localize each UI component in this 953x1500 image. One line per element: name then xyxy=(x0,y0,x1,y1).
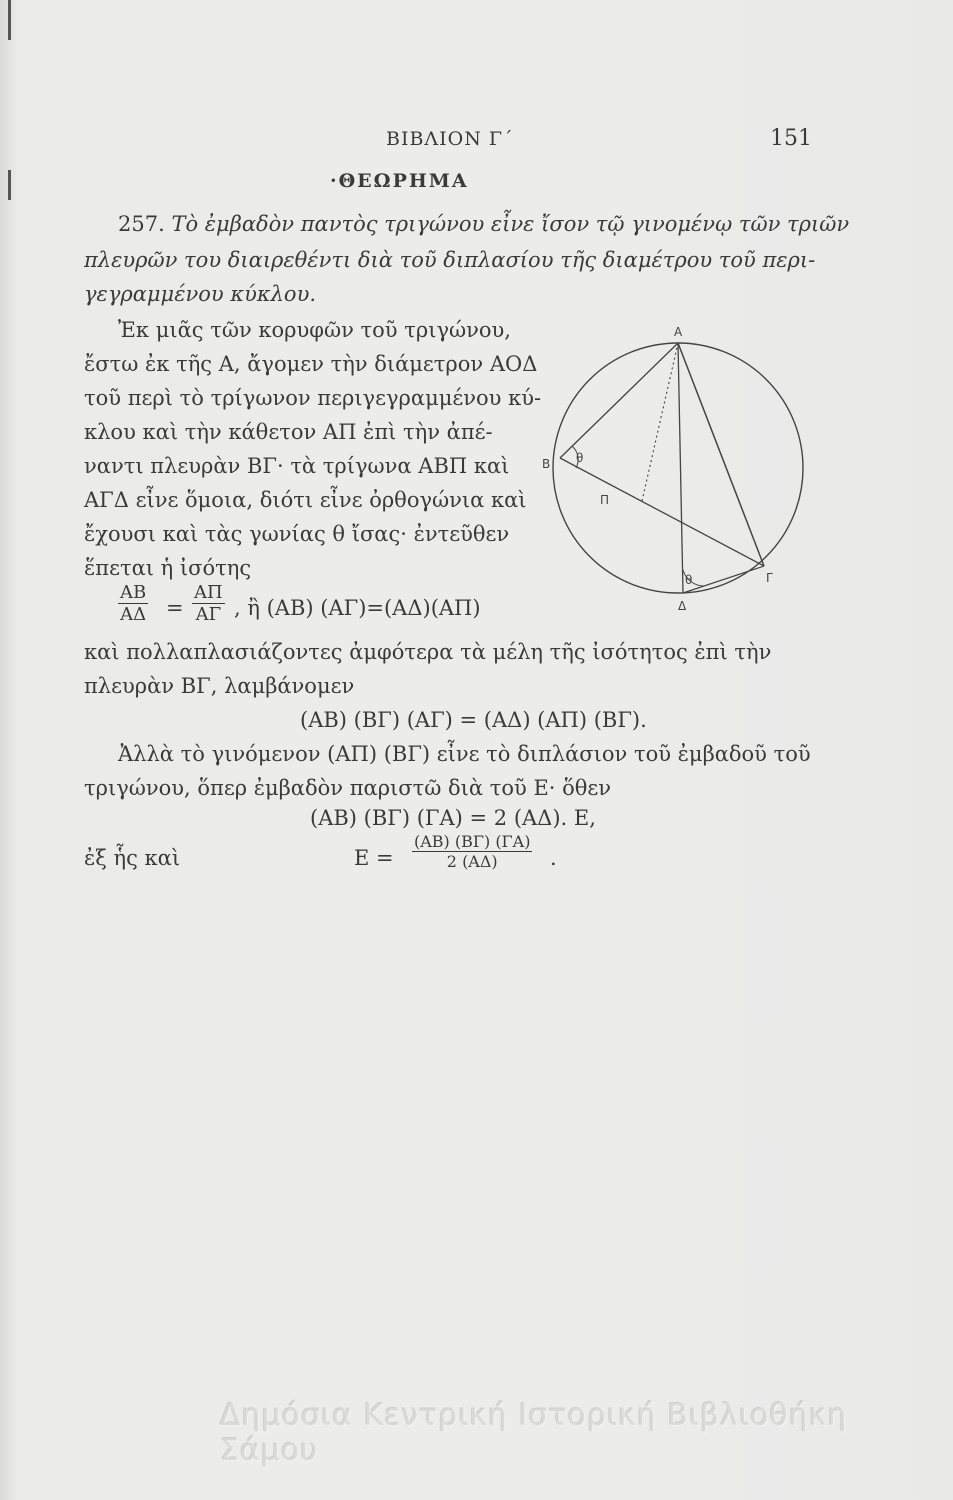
fraction-numerator: (ΑΒ) (ΒΓ) (ΓΑ) xyxy=(414,832,531,851)
proof-line: ναντι πλευρὰν ΒΓ· τὰ τρίγωνα ΑΒΠ καὶ xyxy=(84,454,510,478)
equals-sign: = xyxy=(166,596,184,620)
equation-2: (ΑΒ) (ΒΓ) (ΑΓ) = (ΑΔ) (ΑΠ) (ΒΓ). xyxy=(300,708,647,732)
running-header-title: ΒΙΒΛΙΟΝ Γ΄ xyxy=(386,128,514,150)
equation-4-end: . xyxy=(550,846,557,870)
vertex-label-d: Δ xyxy=(678,599,687,613)
vertex-label-g: Γ xyxy=(766,571,773,585)
equation-3: (ΑΒ) (ΒΓ) (ΓΑ) = 2 (ΑΔ). Ε, xyxy=(310,806,596,830)
inscribed-triangle-figure xyxy=(538,318,808,618)
fraction-ab-over-ad xyxy=(118,582,148,625)
side-bg xyxy=(560,458,764,566)
text-line: Ἀλλὰ τὸ γινόμενον (ΑΠ) (ΒΓ) εἶνε τὸ διπλάσιον τοῦ ἐμβαδοῦ τοῦ xyxy=(118,742,811,766)
fraction-area-formula xyxy=(412,832,532,871)
fraction-denominator: 2 (ΑΔ) xyxy=(412,851,532,871)
page-edge-mark xyxy=(8,0,11,40)
fraction-numerator: ΑΠ xyxy=(194,582,223,603)
vertex-label-b: Β xyxy=(542,457,551,471)
proof-line: κλου καὶ τὴν κάθετον ΑΠ ἐπὶ τὴν ἀπέ- xyxy=(84,420,493,444)
fraction-denominator: ΑΓ xyxy=(192,603,225,625)
text-line: καὶ πολλαπλασιάζοντες ἀμφότερα τὰ μέλη τῆς ἰσότητος ἐπὶ τὴν xyxy=(84,640,772,664)
theorem-heading-text: ΘΕΩΡΗΜΑ xyxy=(338,170,469,192)
segment-dg xyxy=(683,566,764,593)
proof-line: τοῦ περὶ τὸ τρίγωνον περιγεγραμμένου κύ- xyxy=(84,386,542,410)
fraction-ap-over-ag xyxy=(192,582,225,625)
equation-4-lhs: Ε = xyxy=(354,846,394,870)
proof-line: ἔχουσι καὶ τὰς γωνίας θ ἴσας· ἐντεῦθεν xyxy=(84,522,510,546)
circumscribed-circle xyxy=(553,343,803,593)
statement-text: Τὸ ἐμβαδὸν παντὸς τριγώνου εἶνε ἴσον τῷ γινομένῳ τῶν τριῶν xyxy=(171,212,850,236)
side-ag xyxy=(678,343,764,566)
proof-line: Ἐκ μιᾶς τῶν κορυφῶν τοῦ τριγώνου, xyxy=(118,318,511,342)
altitude-ap xyxy=(642,343,678,501)
fraction-numerator: ΑΒ xyxy=(120,582,147,603)
side-ab xyxy=(560,343,678,458)
theorem-bullet: · xyxy=(330,170,339,192)
library-watermark: Δημόσια Κεντρική Ιστορική Βιβλιοθήκη Σάμου xyxy=(220,1398,848,1468)
proof-line: ἕπεται ἡ ἰσότης xyxy=(84,556,252,580)
angle-label-theta-d: θ xyxy=(685,573,693,587)
angle-label-theta-b: θ xyxy=(576,451,584,465)
fraction-denominator: ΑΔ xyxy=(118,603,148,625)
statement-line-1 xyxy=(118,212,849,236)
equation-1-rest: , ἢ (ΑΒ) (ΑΓ)=(ΑΔ)(ΑΠ) xyxy=(234,596,481,620)
theorem-heading xyxy=(330,170,469,192)
diameter-ad xyxy=(678,343,683,593)
proof-line: ΑΓΔ εἶνε ὅμοια, διότι εἶνε ὀρθογώνια καὶ xyxy=(84,488,527,512)
point-label-p: Π xyxy=(600,493,610,507)
text-line: πλευρὰν ΒΓ, λαμβάνομεν xyxy=(84,674,355,698)
page-edge-mark xyxy=(8,170,11,200)
proof-line: ἔστω ἐκ τῆς Α, ἄγομεν τὴν διάμετρον ΑΟΔ xyxy=(84,352,538,376)
statement-line-3: γεγραμμένου κύκλου. xyxy=(84,282,317,306)
statement-line-2: πλευρῶν του διαιρεθέντι διὰ τοῦ διπλασίου τῆς διαμέτρου τοῦ περι- xyxy=(84,248,816,272)
equation-4-lead: ἐξ ἧς καὶ xyxy=(84,846,181,870)
paragraph-number: 257. xyxy=(118,212,165,236)
vertex-label-a: Α xyxy=(674,325,683,339)
text-line: τριγώνου, ὅπερ ἐμβαδὸν παριστῶ διὰ τοῦ Ε· ὅθεν xyxy=(84,776,612,800)
page-number: 151 xyxy=(770,126,812,151)
